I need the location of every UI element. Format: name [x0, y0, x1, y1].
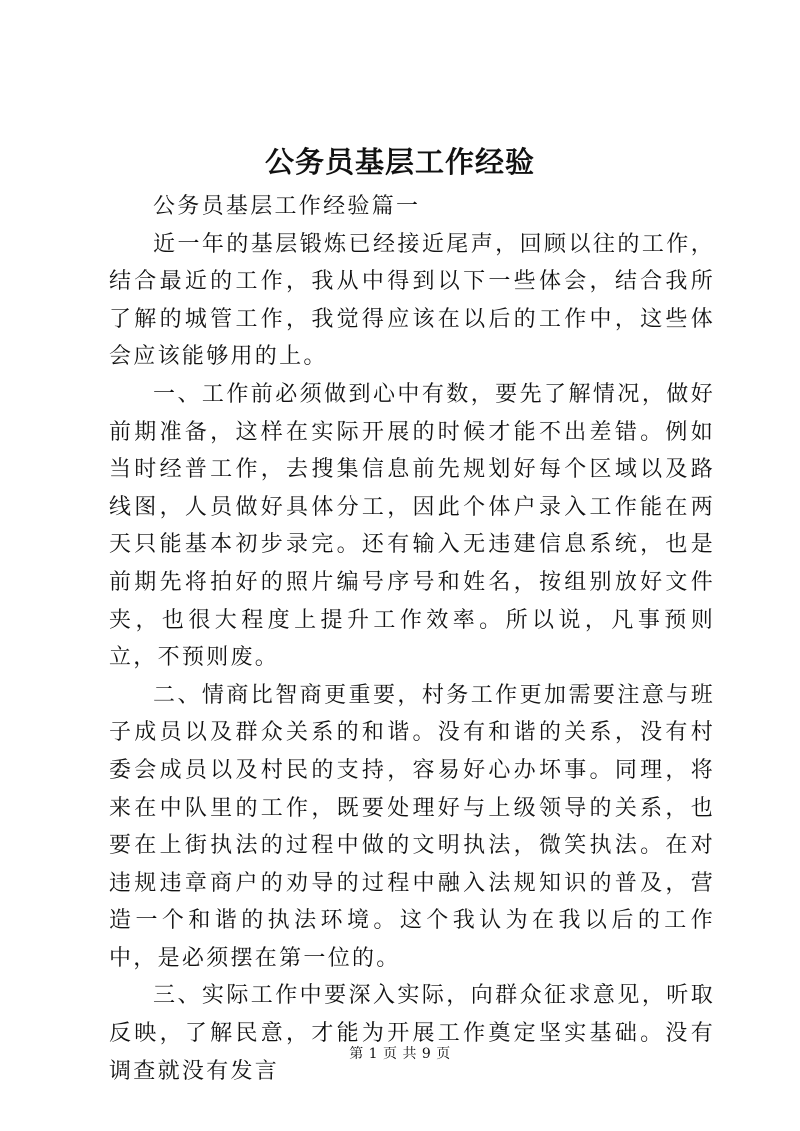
- body-paragraph: 一、工作前必须做到心中有数，要先了解情况，做好前期准备，这样在实际开展的时候才能不出差错。例如当时经普工作，去搜集信息前先规划好每个区域以及路线图，人员做好具体分工，因此个体户录入工作能在两天只能基本初步录完。还有输入无违建信息系统，也是前期先将拍好的照片编号序号和姓名，按组别放好文件夹，也很大程度上提升工作效率。所以说，凡事预则立，不预则废。: [109, 381, 715, 671]
- body-paragraph: 近一年的基层锻炼已经接近尾声，回顾以往的工作，结合最近的工作，我从中得到以下一些体会，结合我所了解的城管工作，我觉得应该在以后的工作中，这些体会应该能够用的上。: [109, 231, 715, 370]
- document-title: 公务员基层工作经验: [264, 145, 535, 179]
- section-heading: 公务员基层工作经验篇一: [153, 194, 421, 219]
- body-paragraph: 二、情商比智商更重要，村务工作更加需要注意与班子成员以及群众关系的和谐。没有和谐的关系，没有村委会成员以及村民的支持，容易好心办坏事。同理，将来在中队里的工作，既要处理好与上级领导的关系，也要在上街执法的过程中做的文明执法，微笑执法。在对违规违章商户的劝导的过程中融入法规知识的普及，营造一个和谐的执法环境。这个我认为在我以后的工作中，是必须摆在第一位的。: [109, 682, 715, 971]
- page-number-footer: 第 1 页 共 9 页: [349, 1046, 451, 1062]
- body-paragraph: 三、实际工作中要深入实际，向群众征求意见，听取反映，了解民意，才能为开展工作奠定坚实基础。没有调查就没有发言: [109, 983, 715, 1084]
- document-body: [109, 188, 715, 1090]
